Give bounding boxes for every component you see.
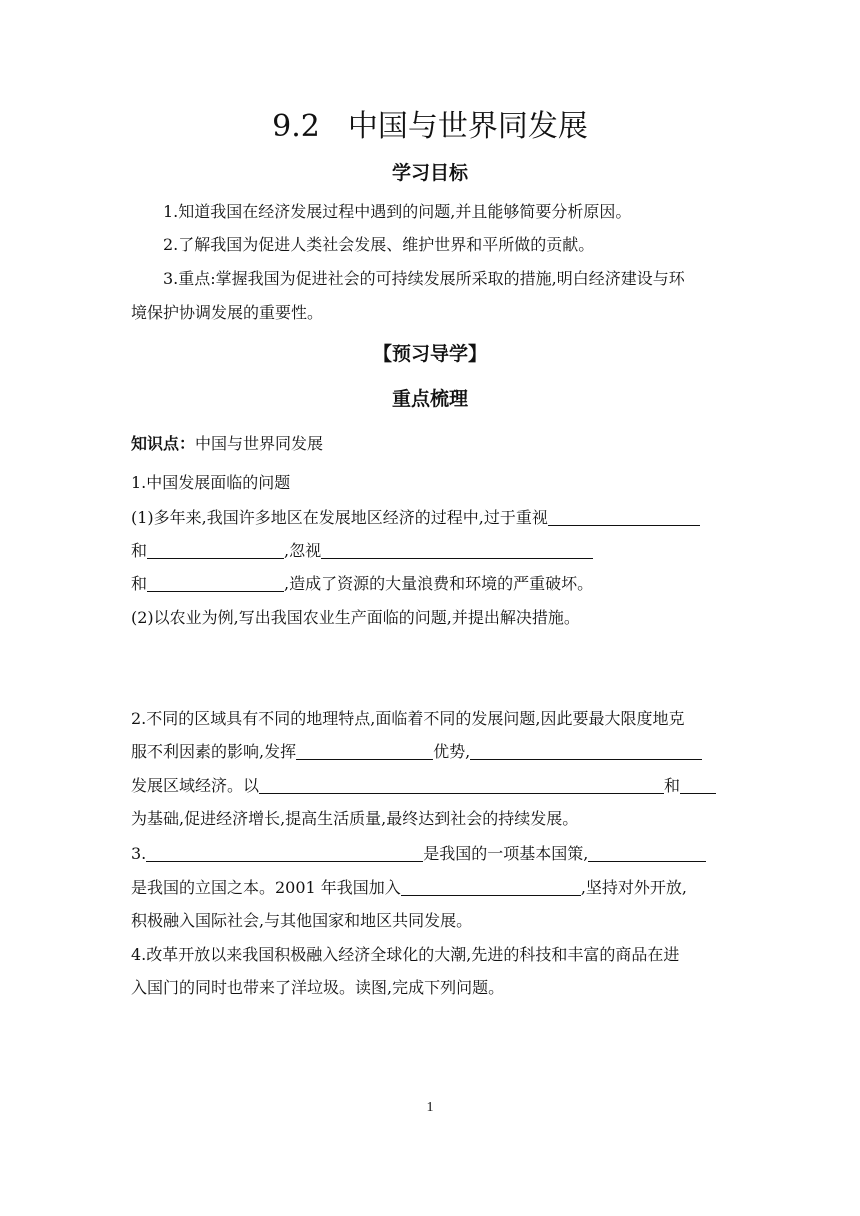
q3-text-3: ,坚持对外开放, <box>580 878 687 897</box>
q2-text-2: 优势, <box>433 742 471 761</box>
q2-text-3: 发展区域经济。以 <box>131 776 260 795</box>
q3-text-2: 是我国的立国之本。2001 年我国加入 <box>131 878 401 897</box>
answer-blank-4[interactable] <box>147 573 284 592</box>
answer-blank-3[interactable] <box>321 540 593 559</box>
question-1-2: (2)以农业为例,写出我国农业生产面临的问题,并提出解决措施。 <box>131 608 580 627</box>
page-title <box>0 106 860 148</box>
q1-1-result-text: ,造成了资源的大量浪费和环境的严重破坏。 <box>284 574 594 593</box>
q3-text-1: 是我国的一项基本国策, <box>423 844 589 863</box>
question-2-line-1: 2.不同的区域具有不同的地理特点,面临着不同的发展问题,因此要最大限度地克 <box>131 709 685 728</box>
q1-1-text: (1)多年来,我国许多地区在发展地区经济的过程中,过于重视 <box>131 508 548 527</box>
question-3-line-3: 积极融入国际社会,与其他国家和地区共同发展。 <box>131 911 473 930</box>
knowledge-point <box>131 432 731 456</box>
question-2-line-4: 为基础,促进经济增长,提高生活质量,最终达到社会的持续发展。 <box>131 809 579 828</box>
answer-blank-9[interactable] <box>146 843 423 862</box>
objective-2: 2.了解我国为促进人类社会发展、维护世界和平所做的贡献。 <box>163 235 595 254</box>
answer-blank-1[interactable] <box>548 507 700 526</box>
question-1-title: 1.中国发展面临的问题 <box>131 473 291 492</box>
answer-blank-8[interactable] <box>680 775 716 794</box>
key-points-heading: 重点梳理 <box>391 388 468 410</box>
answer-blank-11[interactable] <box>401 877 581 896</box>
q1-1-neglect-text: ,忽视 <box>284 541 322 560</box>
objective-3: 3.重点:掌握我国为促进社会的可持续发展所采取的措施,明白经济建设与环 <box>163 269 685 288</box>
objectives-heading: 学习目标 <box>391 162 468 184</box>
preview-heading: 【预习导学】 <box>372 343 487 365</box>
answer-blank-2[interactable] <box>147 540 284 559</box>
and-text: 和 <box>664 776 681 795</box>
question-3-line-2 <box>131 876 731 900</box>
page-number: 1 <box>426 1100 434 1115</box>
objective-1: 1.知道我国在经济发展过程中遇到的问题,并且能够简要分析原因。 <box>163 202 632 221</box>
question-4-line-1: 4.改革开放以来我国积极融入经济全球化的大潮,先进的科技和丰富的商品在进 <box>131 945 680 964</box>
answer-blank-7[interactable] <box>259 775 664 794</box>
question-1-1-line-3 <box>131 572 731 596</box>
title-number: 9.2 <box>272 109 320 144</box>
answer-blank-5[interactable] <box>296 741 433 760</box>
and-text: 和 <box>131 541 148 560</box>
question-1-1-line-2 <box>131 539 731 563</box>
question-4-line-2: 入国门的同时也带来了洋垃圾。读图,完成下列问题。 <box>131 978 505 997</box>
q2-text-1: 服不利因素的影响,发挥 <box>131 742 297 761</box>
knowledge-point-label: 知识点： <box>131 434 196 453</box>
question-2-line-3 <box>131 774 731 798</box>
knowledge-point-topic: 中国与世界同发展 <box>195 434 324 453</box>
and-text: 和 <box>131 574 148 593</box>
title-text: 中国与世界同发展 <box>347 109 588 144</box>
question-1-1-line-1 <box>131 506 731 530</box>
answer-blank-10[interactable] <box>588 843 706 862</box>
q3-number: 3. <box>131 844 147 863</box>
question-3-line-1 <box>131 842 731 866</box>
question-2-line-2 <box>131 740 731 764</box>
objective-3-cont: 境保护协调发展的重要性。 <box>131 303 324 322</box>
answer-blank-6[interactable] <box>470 741 702 760</box>
